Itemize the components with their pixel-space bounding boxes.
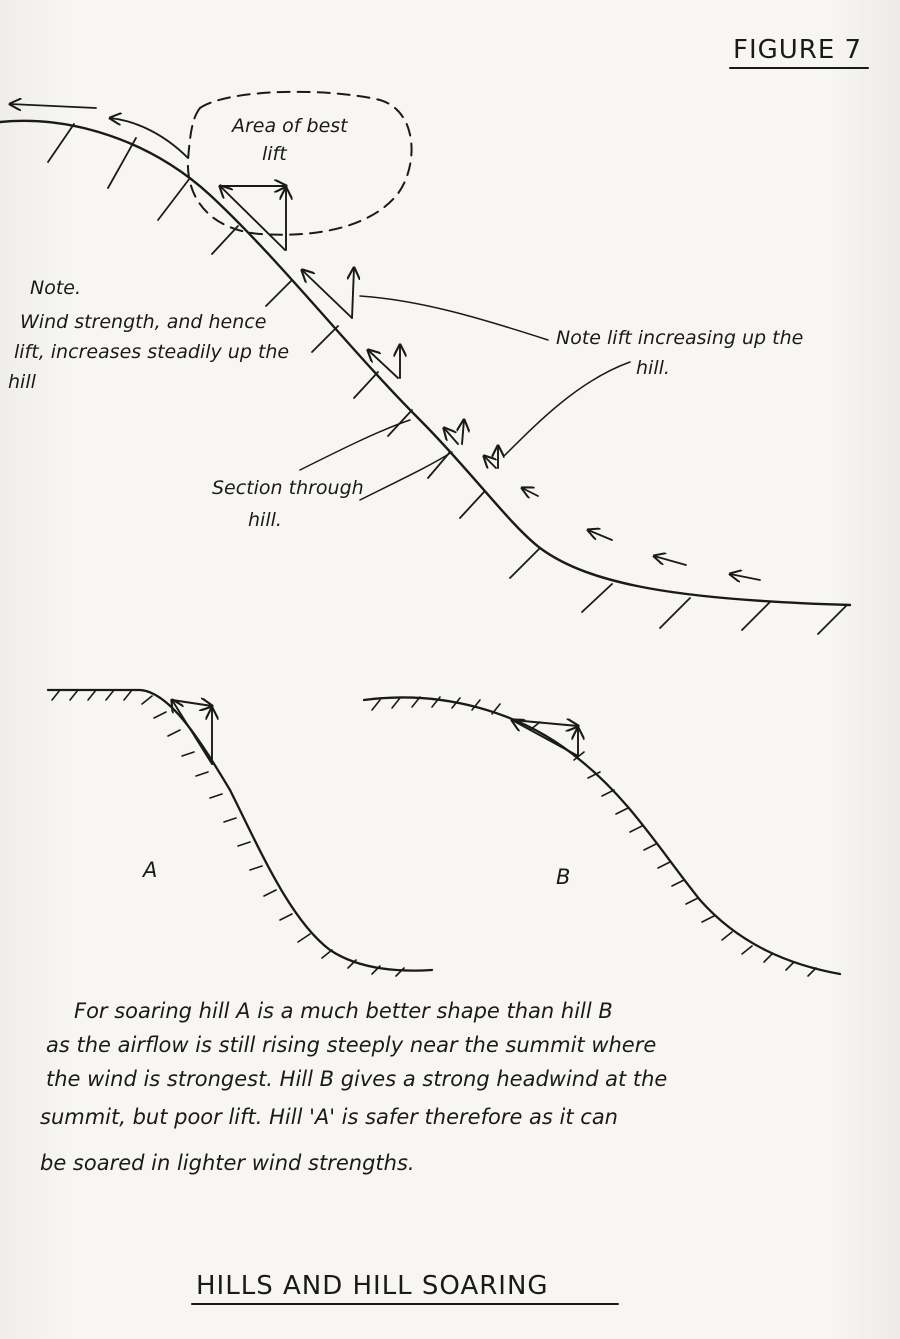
- page-title: HILLS AND HILL SOARING: [196, 1271, 549, 1301]
- hill-b-hatching: [372, 697, 816, 976]
- paragraph-line: as the airflow is still rising steeply near the summit where: [46, 1033, 657, 1057]
- airflow-arrow: [522, 488, 538, 496]
- hill-b-label: B: [556, 865, 571, 889]
- section-label-line1: Section through: [212, 477, 364, 499]
- section-label-leader: [360, 452, 452, 500]
- airflow-arrow: [588, 530, 612, 540]
- note-line: Wind strength, and hence: [20, 311, 267, 333]
- best-lift-area-outline: [188, 92, 412, 235]
- paragraph-line: For soaring hill A is a much better shape than hill B: [74, 999, 613, 1023]
- note-line: lift, increases steadily up the: [14, 341, 290, 363]
- paragraph-line: be soared in lighter wind strengths.: [40, 1151, 415, 1175]
- airflow-arrow: [730, 574, 760, 580]
- hill-a-hatching: [52, 690, 404, 976]
- lift-vector: [444, 420, 464, 444]
- paragraph-line: summit, but poor lift. Hill 'A' is safer therefore as it can: [40, 1105, 618, 1129]
- section-label-line2: hill.: [248, 509, 282, 531]
- lift-note-line2: hill.: [636, 357, 670, 379]
- lift-vector: [368, 345, 400, 378]
- lift-note-leader: [360, 296, 548, 340]
- note-line: hill: [8, 371, 36, 393]
- paragraph-line: the wind is strongest. Hill B gives a strong headwind at the: [46, 1067, 668, 1091]
- explanation-paragraph: [40, 999, 667, 1175]
- note-heading: Note.: [30, 277, 82, 299]
- hill-a-label: A: [143, 858, 158, 882]
- lift-note-leader: [504, 362, 630, 456]
- ground-hatching: [48, 124, 846, 634]
- hill-a-lift-vector: [172, 700, 212, 764]
- airflow-arrow: [10, 104, 96, 108]
- section-label-leader: [300, 420, 410, 470]
- lift-vector: [484, 446, 498, 468]
- best-lift-label-line1: Area of best: [232, 115, 348, 137]
- best-lift-label-line2: lift: [262, 143, 287, 165]
- airflow-arrow: [654, 556, 686, 565]
- hill-a-profile: [48, 690, 432, 971]
- hill-b-lift-vector: [512, 720, 578, 756]
- lift-vector: [302, 268, 354, 318]
- lift-vector: [220, 186, 286, 250]
- figure-label: FIGURE 7: [733, 35, 863, 65]
- lift-note-line1: Note lift increasing up the: [556, 327, 804, 349]
- hill-b-profile: [364, 698, 840, 975]
